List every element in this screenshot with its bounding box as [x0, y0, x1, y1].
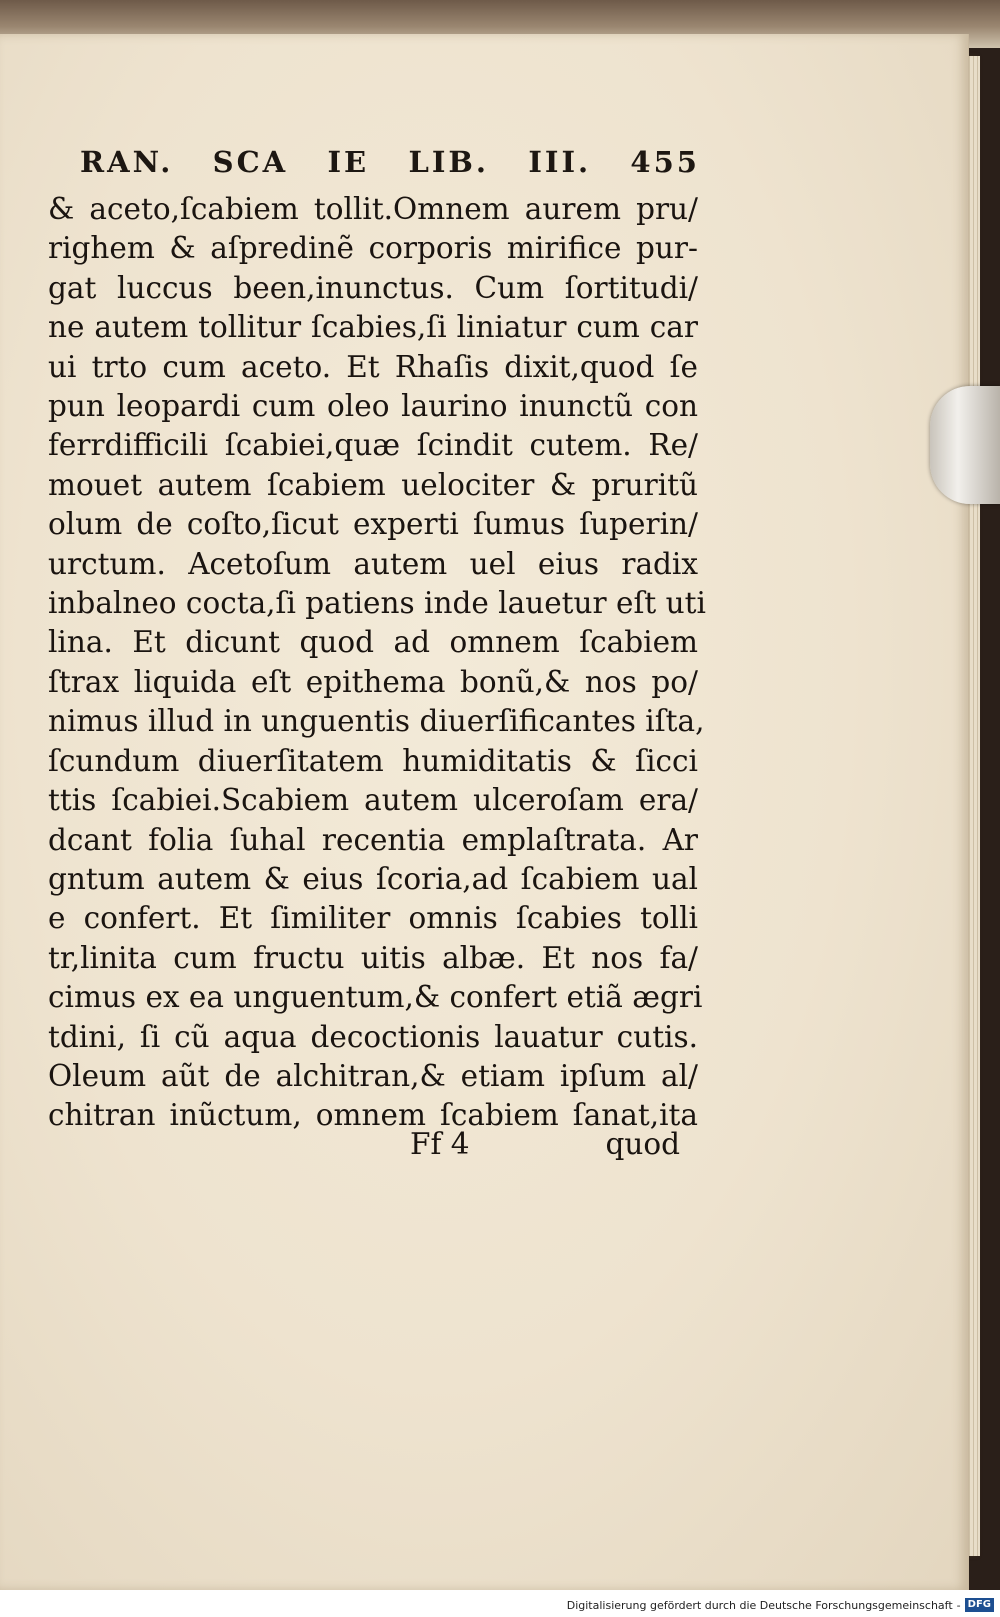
- text-line: ttis ſcabiei.Scabiem autem ulceroſam era/: [48, 783, 698, 818]
- text-line: tdini, ſi cũ aqua decoctionis lauatur cutis.: [48, 1019, 698, 1054]
- signature-mark: Ff 4: [410, 1127, 470, 1161]
- text-line: ui trto cum aceto. Et Rhaſis dixit,quod ſe: [48, 349, 698, 384]
- credit-separator: -: [956, 1598, 961, 1612]
- dfg-logo: DFG: [965, 1598, 994, 1612]
- text-line: mouet autem ſcabiem uelociter & pruritũ: [48, 467, 698, 502]
- text-line: cimus ex ea unguentum,& confert etiã ægri: [48, 980, 703, 1015]
- text-line: tr,linita cum fructu uitis albæ. Et nos fa/: [48, 940, 698, 975]
- running-head-part: IE: [327, 145, 370, 179]
- text-line: & aceto,ſcabiem tollit.Omnem aurem pru/: [48, 192, 698, 226]
- credit-text: Digitalisierung gefördert durch die Deutsche Forschungsgemeinschaft: [566, 1598, 953, 1612]
- text-line: gntum autem & eius ſcoria,ad ſcabiem ual: [48, 861, 698, 896]
- text-line: nimus illud in unguentis diuerſificantes iſta,: [48, 704, 705, 739]
- text-line: pun leopardi cum oleo laurino inunctũ con: [48, 389, 698, 424]
- text-line: ſtrax liquida eſt epithema bonũ,& nos po/: [48, 664, 698, 699]
- body-text: [48, 190, 706, 1136]
- page-footer: [410, 1124, 680, 1164]
- text-line: gat luccus been,inunctus. Cum ſortitudi/: [48, 270, 698, 305]
- text-line: urctum. Acetoſum autem uel eius radix: [48, 546, 698, 581]
- text-line: Oleum aũt de alchitran,& etiam ipſum al/: [48, 1058, 698, 1093]
- text-line: righem & aſpredinẽ corporis mirifice pur-: [48, 231, 698, 266]
- text-line: lina. Et dicunt quod ad omnem ſcabiem: [48, 625, 698, 660]
- running-head-part: SCA: [212, 145, 289, 179]
- book-clasp: [930, 386, 1000, 504]
- text-line: olum de coſto,ſicut experti ſumus ſuperin/: [48, 507, 698, 542]
- text-line: ferrdifficili ſcabiei,quæ ſcindit cutem. Re/: [48, 428, 698, 463]
- running-head-part: LIB.: [408, 145, 490, 179]
- running-head-part: RAN.: [80, 145, 174, 179]
- text-line: e confert. Et ſimiliter omnis ſcabies tolli: [48, 901, 698, 936]
- text-line: ne autem tollitur ſcabies,ſi liniatur cum car: [48, 310, 698, 345]
- catchword: quod: [605, 1127, 680, 1161]
- page-number: 455: [630, 145, 700, 179]
- text-line: inbalneo cocta,ſi patiens inde lauetur eſt uti: [48, 586, 706, 621]
- running-head: [80, 142, 700, 182]
- text-line: chitran inũctum, omnem ſcabiem ſanat,ita: [48, 1098, 698, 1133]
- running-head-part: III.: [528, 145, 592, 179]
- digitization-credit: [567, 1597, 994, 1613]
- text-line: ſcundum diuerſitatem humiditatis & ſicci: [48, 743, 698, 778]
- text-line: dcant folia ſuhal recentia emplaſtrata. Ar: [48, 822, 698, 857]
